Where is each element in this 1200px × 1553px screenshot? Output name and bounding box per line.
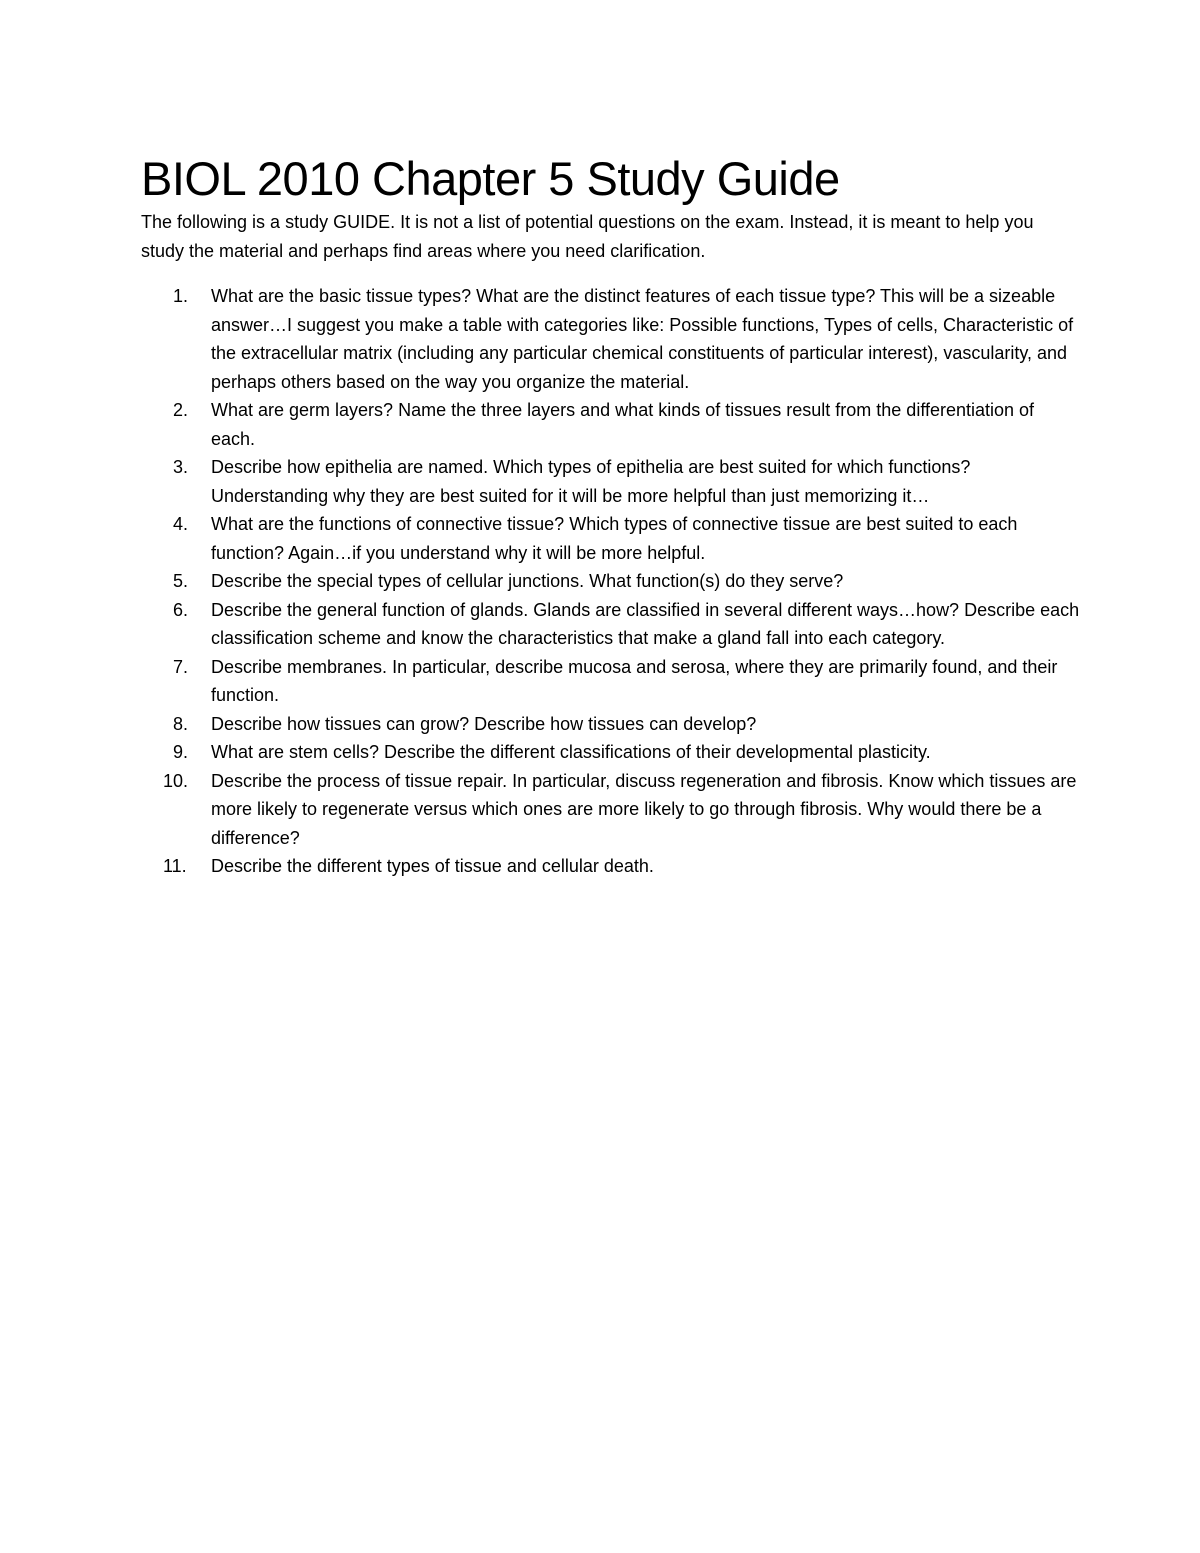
list-item xyxy=(141,396,1081,453)
list-item xyxy=(141,738,1081,767)
item-number: 1. xyxy=(173,286,189,306)
item-number: 3. xyxy=(173,457,189,477)
item-text: Describe the process of tissue repair. In particular, discuss regeneration and fibrosis. Know which tissues are more likely to regenerate versus which ones are more likely to go through fibrosis. Why would there be a difference? xyxy=(211,770,1077,848)
item-text: Describe the special types of cellular junctions. What function(s) do they serve? xyxy=(211,571,844,591)
item-text: What are the basic tissue types? What are the distinct features of each tissue type? This will be a sizeable answer…I suggest you make a table with categories like: Possible functions, Types of cells, Characteristic of the extracellular matrix (including any particular chemical constituents of particular interest), vascularity, and perhaps others based on the way you organize the material. xyxy=(211,286,1074,392)
list-item xyxy=(141,282,1081,396)
item-text: Describe the general function of glands. Glands are classified in several different ways…how? Describe each classification scheme and know the characteristics that make a gland fall into each category. xyxy=(211,599,1080,648)
item-text: Describe the different types of tissue and cellular death. xyxy=(211,856,654,876)
item-text: Describe how epithelia are named. Which types of epithelia are best suited for which functions? Understanding why they are best suited for it will be more helpful than just memorizing it… xyxy=(211,457,971,506)
list-item xyxy=(141,852,1081,881)
item-text: Describe membranes. In particular, describe mucosa and serosa, where they are primarily found, and their function. xyxy=(211,656,1058,705)
item-text: Describe how tissues can grow? Describe how tissues can develop? xyxy=(211,713,757,734)
item-number: 5. xyxy=(173,571,189,591)
item-number: 7. xyxy=(173,656,189,677)
item-number: 10. xyxy=(163,770,189,791)
list-item xyxy=(141,653,1081,710)
item-number: 6. xyxy=(173,599,189,620)
item-text: What are stem cells? Describe the different classifications of their developmental plasticity. xyxy=(211,742,931,762)
intro-paragraph: The following is a study GUIDE. It is not a list of potential questions on the exam. Instead, it is meant to help you study the material and perhaps find areas where you need clarification. xyxy=(141,212,1034,261)
list-item xyxy=(141,453,1081,510)
question-list xyxy=(141,282,1081,881)
item-number: 2. xyxy=(173,400,189,420)
item-number: 8. xyxy=(173,713,189,734)
list-item xyxy=(141,596,1081,653)
list-item xyxy=(141,767,1081,853)
item-number: 9. xyxy=(173,742,189,762)
item-number: 11. xyxy=(163,856,187,876)
document-title: BIOL 2010 Chapter 5 Study Guide xyxy=(141,152,840,205)
item-text: What are germ layers? Name the three layers and what kinds of tissues result from the differentiation of each. xyxy=(211,400,1035,449)
item-number: 4. xyxy=(173,514,189,534)
list-item xyxy=(141,710,1081,739)
list-item xyxy=(141,567,1081,596)
item-text: What are the functions of connective tissue? Which types of connective tissue are best suited to each function? Again…if you understand why it will be more helpful. xyxy=(211,514,1018,563)
list-item xyxy=(141,510,1081,567)
